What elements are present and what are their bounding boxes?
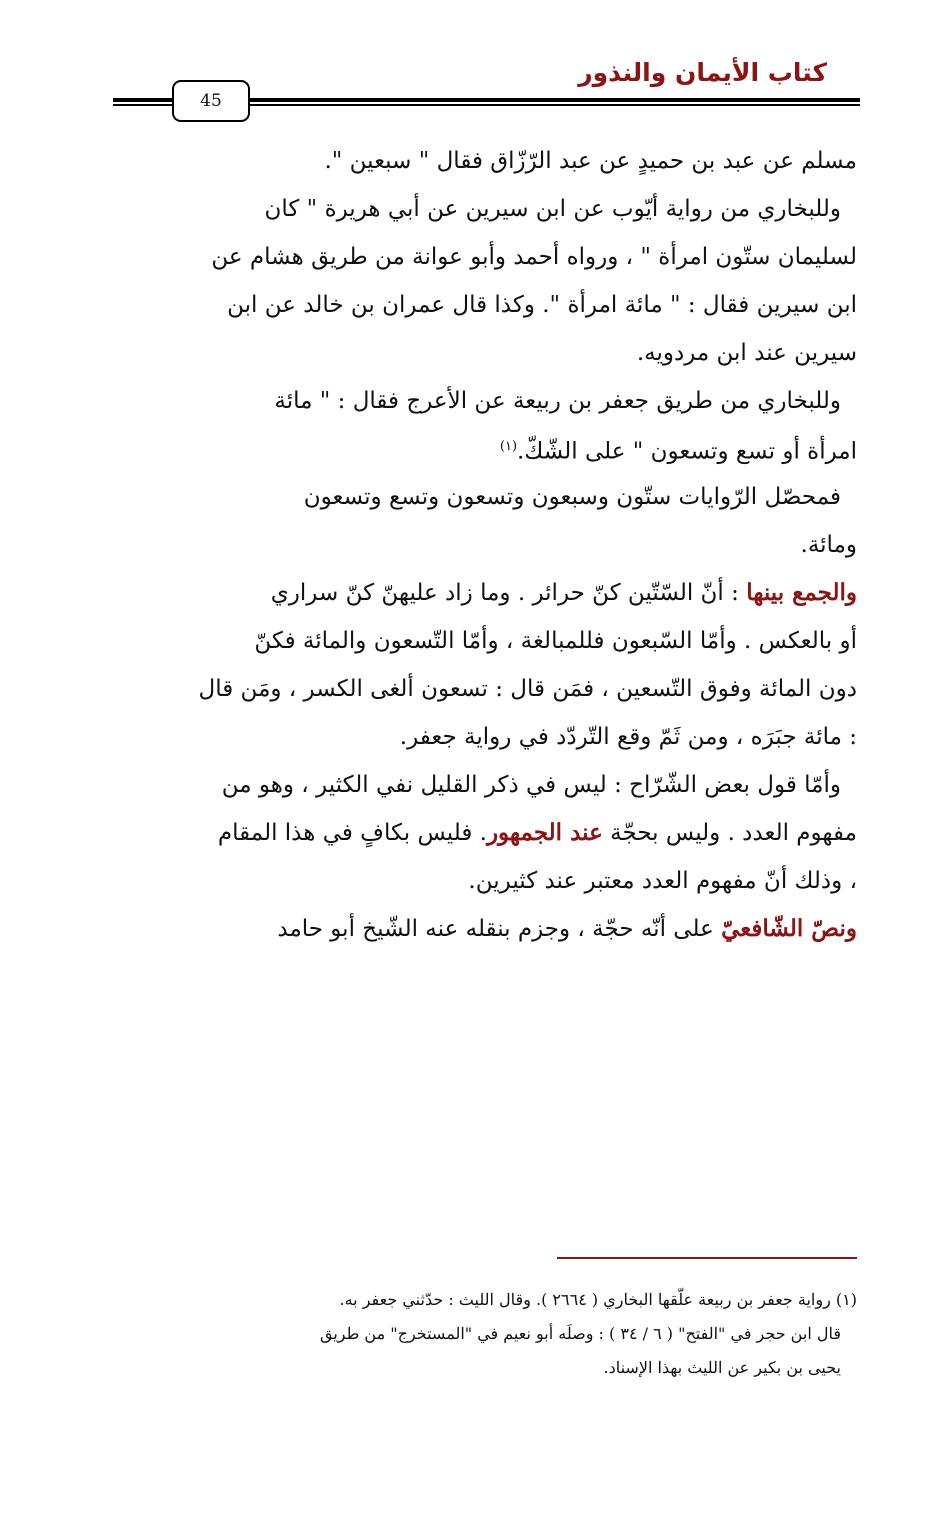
text-line [115,905,857,953]
text-line [115,665,857,713]
line-text: : مائة جبَرَه ، ومن ثَمّ وقع التّردّد في رواية جعفر. [399,724,857,750]
line-text: مسلم عن عبد بن حميدٍ عن عبد الرّزّاق فقال " سبعين ". [324,148,857,174]
line-text: . فليس بكافٍ في هذا المقام [217,820,487,846]
text-line [115,281,857,329]
line-text: فمحصّل الرّوايات ستّون وسبعون وتسعون وتسع وتسعون [303,484,841,510]
line-text: وللبخاري من طريق جعفر بن ربيعة عن الأعرج فقال : " مائة [274,388,841,414]
footnote-separator [557,1257,857,1259]
highlighted-phrase: والجمع بينها [746,579,857,606]
line-text: ، وذلك أنّ مفهوم العدد معتبر عند كثيرين. [468,868,857,894]
line-text: ابن سيرين فقال : " مائة امرأة ". وكذا قال عمران بن خالد عن ابن [227,292,857,318]
running-header-title: كتاب الأيمان والنذور [578,58,827,87]
highlighted-phrase: عند الجمهور [486,819,603,846]
text-line [115,473,857,521]
text-line [115,377,857,425]
line-text: على أنّه حجّة ، وجزم بنقله عنه الشّيخ أبو حامد [277,916,722,942]
line-text: امرأة أو تسع وتسعون " على الشّكّ. [517,438,857,465]
footnote-line: قال ابن حجر في "الفتح" ( ٦ / ٣٤ ) : وصلَه أبو نعيم في "المستخرج" من طريق [319,1324,841,1343]
text-line [115,569,857,617]
text-line [115,857,857,905]
line-text: دون المائة وفوق التّسعين ، فمَن قال : تسعون ألغى الكسر ، ومَن قال [198,676,857,702]
line-text: ومائة. [800,532,857,558]
line-text: : أنّ السّتّين كنّ حرائر . وما زاد عليهنّ كنّ سراري [270,580,747,606]
footnote-ref: (١) [499,438,518,454]
line-text: وللبخاري من رواية أيّوب عن ابن سيرين عن أبي هريرة " كان [264,196,841,222]
footnotes [115,1283,857,1385]
text-line [115,521,857,569]
footnote-line: (١) رواية جعفر بن ربيعة علّقها البخاري ( ٢٦٦٤ ). وقال الليث : حدّثني جعفر به. [339,1290,857,1309]
line-text: مفهوم العدد . وليس بحجّة [602,820,857,846]
highlighted-phrase: ونصّ الشّافعيّ [721,915,857,942]
line-text: وأمّا قول بعض الشّرّاح : ليس في ذكر القليل نفي الكثير ، وهو من [221,772,841,798]
text-line [115,185,857,233]
text-line [115,425,857,473]
footnote-line: يحيى بن بكير عن الليث بهذا الإسناد. [603,1358,841,1377]
main-text [115,137,857,953]
line-text: لسليمان ستّون امرأة " ، ورواه أحمد وأبو عوانة من طريق هشام عن [211,244,857,270]
text-line [115,329,857,377]
text-line [115,713,857,761]
text-line [115,137,857,185]
text-line [115,233,857,281]
line-text: أو بالعكس . وأمّا السّبعون فللمبالغة ، وأمّا التّسعون والمائة فكنّ [254,628,857,654]
text-line [115,617,857,665]
text-line [115,809,857,857]
page-number: 45 [172,80,250,122]
text-line [115,761,857,809]
line-text: سيرين عند ابن مردويه. [636,340,857,366]
